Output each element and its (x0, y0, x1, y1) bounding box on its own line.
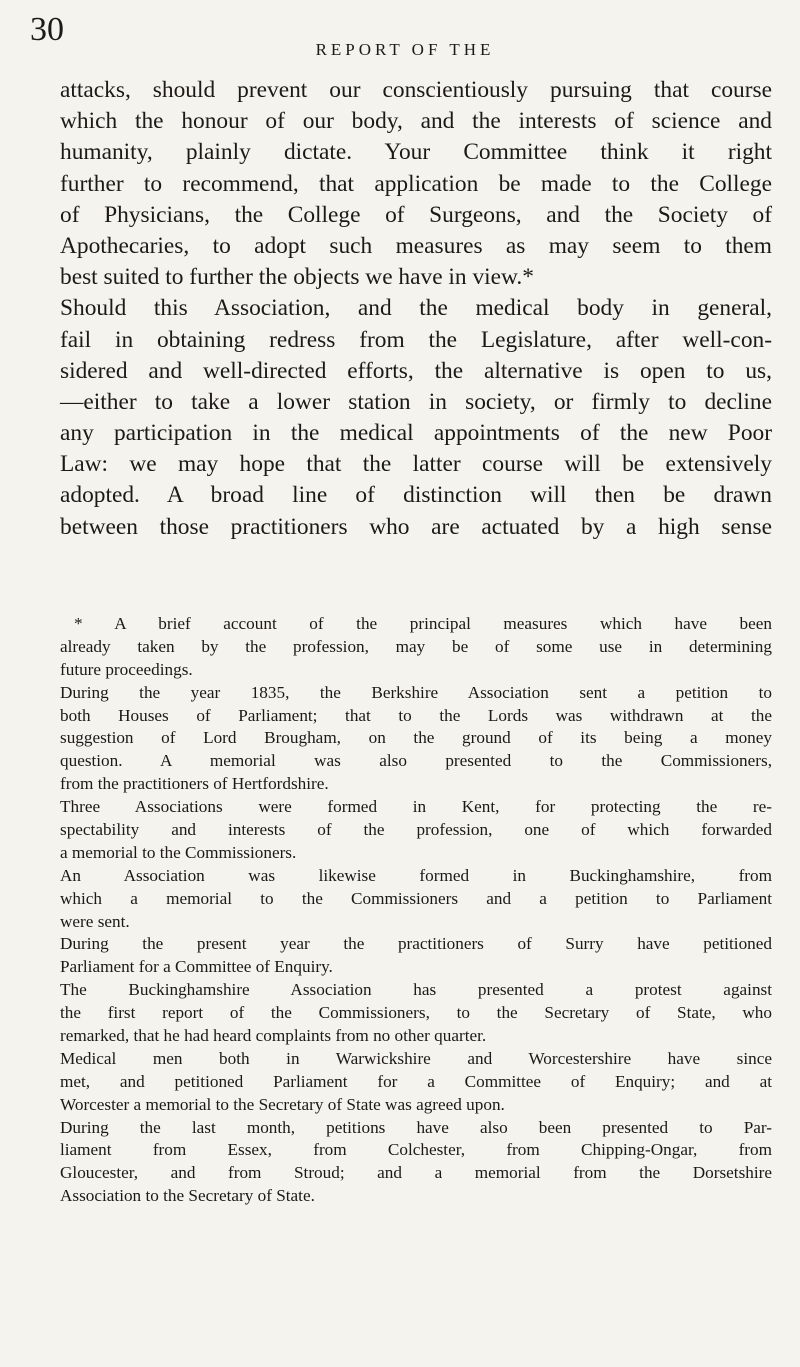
footnote-line: were sent. (60, 911, 130, 931)
footnote-line: The Buckinghamshire Association has presented a protest against (60, 980, 772, 1000)
running-head: REPORT OF THE (315, 40, 495, 59)
footnote-line: question. A memorial was also presented to the Commissioners, (60, 751, 772, 771)
main-text-line: sidered and well-directed efforts, the alternative is open to us, (60, 357, 772, 384)
main-text-line: best suited to further the objects we have in view.* (60, 264, 534, 291)
footnote-line: future proceedings. (60, 659, 193, 679)
footnote-line: Parliament for a Committee of Enquiry. (60, 957, 333, 977)
main-text-line: further to recommend, that application be made to the College (60, 170, 772, 197)
page-number: 30 (30, 11, 64, 48)
footnote-line: Three Associations were formed in Kent, for protecting the re- (60, 797, 772, 817)
main-text-line: adopted. A broad line of distinction will then be drawn (60, 482, 772, 509)
footnote-line: already taken by the profession, may be of some use in determining (60, 636, 772, 656)
footnote-line: Association to the Secretary of State. (60, 1186, 315, 1206)
footnote-line: met, and petitioned Parliament for a Committee of Enquiry; and at (60, 1071, 772, 1091)
main-text-line: Apothecaries, to adopt such measures as may seem to them (60, 232, 772, 259)
main-text-line: —either to take a lower station in society, or firmly to decline (60, 388, 772, 415)
main-text-line: any participation in the medical appointments of the new Poor (60, 420, 772, 447)
footnote-line: a memorial to the Commissioners. (60, 842, 297, 862)
main-text-line: Should this Association, and the medical body in general, (60, 295, 772, 322)
footnote-line: both Houses of Parliament; that to the Lords was withdrawn at the (60, 705, 772, 725)
footnote-line: * A brief account of the principal measures which have been (74, 614, 772, 633)
footnote-line: from the practitioners of Hertfordshire. (60, 774, 329, 794)
footnote-line: remarked, that he had heard complaints from no other quarter. (60, 1026, 487, 1046)
footnote-line: Worcester a memorial to the Secretary of State was agreed upon. (60, 1094, 505, 1114)
footnote-line: An Association was likewise formed in Buckinghamshire, from (60, 865, 772, 885)
footnote-line: the first report of the Commissioners, to the Secretary of State, who (60, 1003, 772, 1023)
footnote-line: During the present year the practitioners of Surry have petitioned (60, 934, 772, 954)
main-text-line: Law: we may hope that the latter course will be extensively (60, 451, 772, 478)
footnote (60, 613, 772, 1208)
main-text (60, 75, 772, 543)
footnote-line: Gloucester, and from Stroud; and a memorial from the Dorsetshire (60, 1163, 772, 1183)
footnote-line: liament from Essex, from Colchester, from Chipping-Ongar, from (60, 1140, 772, 1160)
footnote-line: Medical men both in Warwickshire and Worcestershire have since (60, 1048, 772, 1068)
main-text-line: between those practitioners who are actuated by a high sense (60, 513, 772, 540)
main-text-line: attacks, should prevent our conscientiously pursuing that course (60, 77, 772, 103)
main-text-line: humanity, plainly dictate. Your Committee think it right (60, 139, 772, 166)
main-text-line: of Physicians, the College of Surgeons, and the Society of (60, 201, 772, 228)
footnote-line: suggestion of Lord Brougham, on the ground of its being a money (60, 728, 772, 748)
footnote-line: During the last month, petitions have also been presented to Par- (60, 1117, 772, 1137)
footnote-line: During the year 1835, the Berkshire Association sent a petition to (60, 682, 772, 702)
footnote-line: spectability and interests of the profession, one of which forwarded (60, 820, 772, 840)
footnote-line: which a memorial to the Commissioners and a petition to Parliament (60, 888, 772, 908)
main-text-line: which the honour of our body, and the interests of science and (60, 108, 772, 135)
main-text-line: fail in obtaining redress from the Legislature, after well-con- (60, 326, 772, 353)
